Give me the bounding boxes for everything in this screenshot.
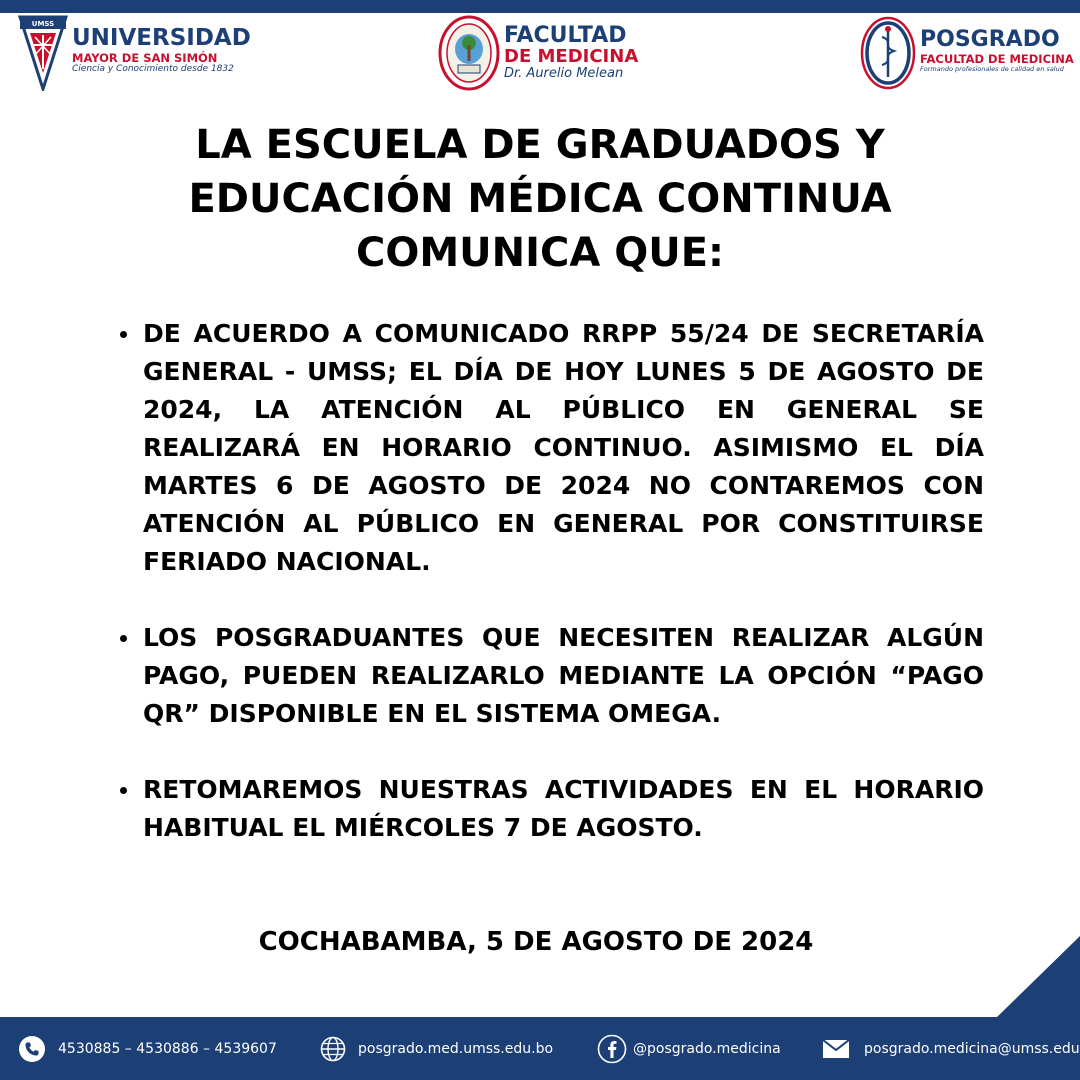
footer-email[interactable] — [822, 1017, 1080, 1080]
mail-icon — [822, 1039, 850, 1059]
medicina-logo-text — [504, 25, 638, 81]
umss-subtitle: MAYOR DE SAN SIMÓN — [72, 51, 218, 65]
posgrado-logo-text — [920, 29, 1074, 73]
posgrado-subtitle: FACULTAD DE MEDICINA — [920, 52, 1074, 66]
headline-line-2: EDUCACIÓN MÉDICA CONTINUA — [188, 176, 892, 222]
posgrado-logo — [860, 15, 1074, 93]
headline-line-3: COMUNICA QUE: — [355, 230, 725, 276]
globe-icon — [320, 1036, 346, 1062]
umss-emblem-text: UMSS — [31, 20, 55, 28]
bullet-resume-notice: RETOMAREMOS NUESTRAS ACTIVIDADES EN EL HORARIO HABITUAL EL MIÉRCOLES 7 DE AGOSTO. — [118, 771, 984, 847]
footer-email-text: posgrado.medicina@umss.edu — [864, 1040, 1080, 1057]
umss-title: UNIVERSIDAD — [72, 25, 251, 51]
footer-phone-text: 4530885 – 4530886 – 4539607 — [58, 1040, 277, 1057]
footer-website[interactable] — [320, 1017, 553, 1080]
bullet-payment-notice: LOS POSGRADUANTES QUE NECESITEN REALIZAR ALGÚN PAGO, PUEDEN REALIZARLO MEDIANTE LA OPCIÓN “PAGO QR” DISPONIBLE EN EL SISTEMA OMEGA. — [118, 619, 984, 733]
bullet-schedule-notice: DE ACUERDO A COMUNICADO RRPP 55/24 DE SECRETARÍA GENERAL - UMSS; EL DÍA DE HOY LUNES 5 DE AGOSTO DE 2024, LA ATENCIÓN AL PÚBLICO EN GENERAL SE REALIZARÁ EN HORARIO CONTINUO. ASIMISMO EL DÍA MARTES 6 DE AGOSTO DE 2024 NO CONTAREMOS CON ATENCIÓN AL PÚBLICO EN GENERAL POR CONSTITUIRSE FERIADO NACIONAL. — [118, 315, 984, 581]
posgrado-seal-icon — [860, 15, 916, 91]
medicina-seal-icon — [438, 15, 500, 91]
top-bar — [0, 0, 1080, 13]
footer-phone[interactable] — [18, 1017, 277, 1080]
announcement-headline — [90, 118, 990, 280]
posgrado-title: POSGRADO — [920, 27, 1060, 52]
posgrado-tagline: Formando profesionales de calidad en salud — [920, 64, 1064, 73]
contact-footer — [0, 1017, 1080, 1080]
umss-emblem-icon — [18, 15, 68, 91]
date-line: COCHABAMBA, 5 DE AGOSTO DE 2024 — [258, 927, 814, 957]
announcement-bullets — [118, 315, 984, 847]
medicina-tagline: Dr. Aurelio Melean — [504, 65, 624, 81]
facebook-icon — [597, 1034, 627, 1064]
umss-logo — [18, 15, 251, 93]
umss-logo-text — [72, 27, 251, 75]
medicina-subtitle: DE MEDICINA — [504, 46, 639, 67]
headline-line-1: LA ESCUELA DE GRADUADOS Y — [195, 122, 885, 168]
footer-facebook-text: @posgrado.medicina — [633, 1040, 781, 1057]
footer-website-text: posgrado.med.umss.edu.bo — [358, 1040, 554, 1057]
footer-facebook[interactable] — [597, 1017, 781, 1080]
medicina-title: FACULTAD — [504, 23, 627, 48]
umss-tagline: Ciencia y Conocimiento desde 1832 — [72, 63, 234, 74]
medicina-logo — [438, 15, 638, 93]
phone-icon — [18, 1035, 46, 1063]
